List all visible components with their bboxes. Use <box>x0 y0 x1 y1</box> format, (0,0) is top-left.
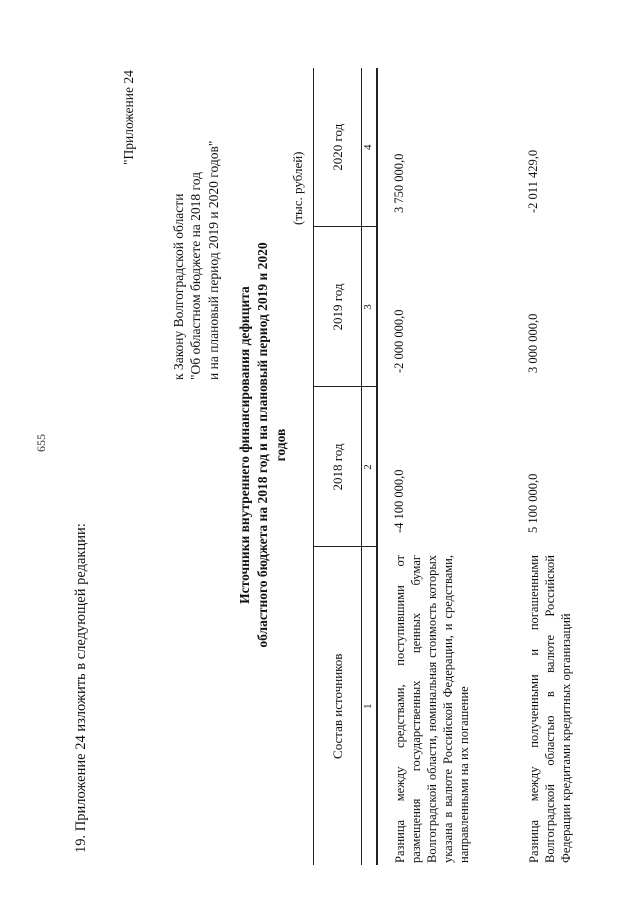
appendix-line: и на плановый период 2019 и 2020 годов" <box>205 140 221 380</box>
table-row <box>377 68 514 865</box>
value-2020: -2 011 429,0 <box>526 149 540 213</box>
value-2018: 5 100 000,0 <box>526 473 540 533</box>
appendix-law-reference <box>170 30 222 380</box>
value-2019: -2 000 000,0 <box>392 309 406 373</box>
column-number-row <box>362 68 378 865</box>
header-year-2018: 2018 год <box>314 387 362 547</box>
document-title-line: областного бюджета на 2018 год и на плановый период 2019 и 2020 годов <box>255 242 289 648</box>
document-title-line: Источники внутреннего финансирования дефицита <box>237 286 252 604</box>
column-number: 2 <box>362 387 378 547</box>
header-year-2019: 2019 год <box>314 227 362 387</box>
appendix-line: к Закону Волгоградской области <box>171 193 186 380</box>
column-number: 3 <box>362 227 378 387</box>
table-header-row <box>314 68 362 865</box>
document-title <box>236 235 291 655</box>
table-row <box>514 68 578 865</box>
row-description: Разница между полученными и погашенными Волгоградской областью в валюте Российской Федерации кредитами кредитных организаций <box>527 555 573 863</box>
row-description: Разница между средствами, поступившими от размещения государственных ценных бумаг Волгоградской области, номинальная стоимость которых указана в валюте Российской Федерации, и средствами, направленными на их погашение <box>393 555 471 863</box>
value-2019: 3 000 000,0 <box>526 313 540 373</box>
column-number: 4 <box>362 68 378 227</box>
appendix-line: "Об областном бюджете на 2018 год <box>188 172 204 380</box>
header-sources: Состав источников <box>314 547 362 865</box>
column-number: 1 <box>362 547 378 865</box>
value-2018: -4 100 000,0 <box>392 469 406 533</box>
header-year-2020: 2020 год <box>314 68 362 227</box>
financing-sources-table <box>313 68 578 865</box>
amendment-intro: 19. Приложение 24 изложить в следующей редакции: <box>73 523 89 853</box>
page-number: 655 <box>34 434 48 452</box>
units-label: (тыс. рублей) <box>290 151 305 225</box>
value-2020: 3 750 000,0 <box>392 153 406 213</box>
appendix-title: "Приложение 24 <box>121 70 136 165</box>
